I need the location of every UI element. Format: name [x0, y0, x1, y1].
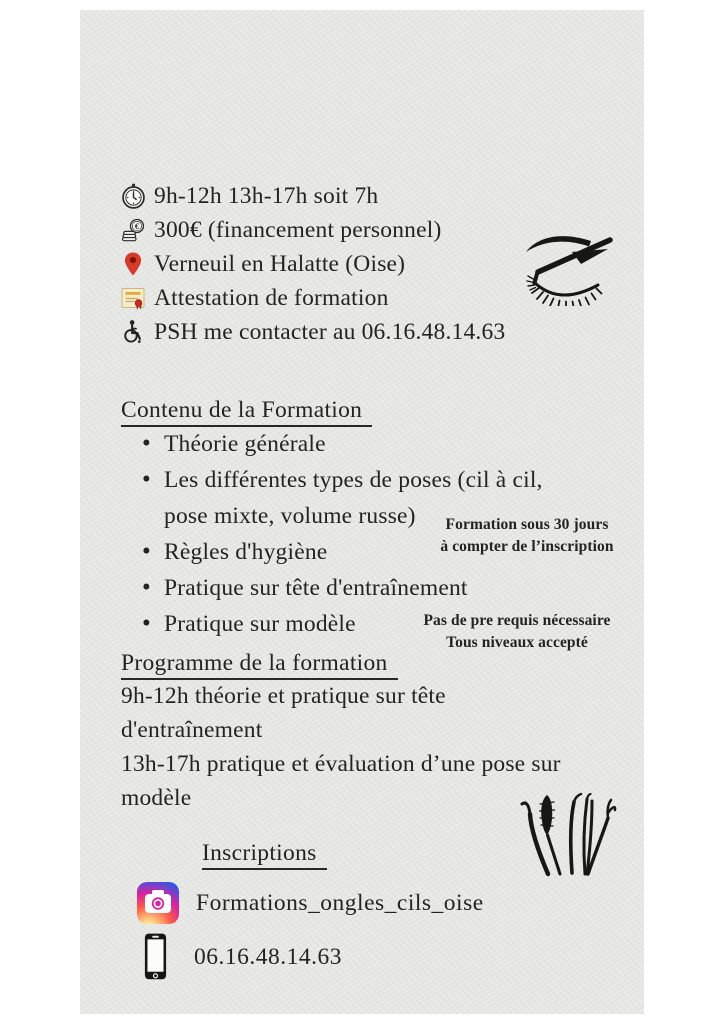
info-row-location — [118, 247, 505, 281]
program-body — [121, 679, 583, 815]
info-row-psh — [118, 315, 505, 349]
eye-lash-tweezers-illustration — [517, 230, 617, 306]
schedule-text: 9h-12h 13h-17h soit 7h — [154, 182, 379, 209]
price-text: 300€ (financement personnel) — [154, 216, 442, 243]
instagram-handle: Formations_ongles_cils_oise — [196, 889, 484, 916]
note-prerequisites — [416, 610, 618, 654]
note-delay-line1: Formation sous 30 jours — [445, 516, 609, 533]
bullet-item: • Les différentes types de poses (cil à cil, pose mixte, volume russe) — [142, 462, 574, 534]
instagram-icon — [137, 882, 179, 924]
bullet-item: • Règles d'hygiène — [142, 534, 574, 570]
note-delay — [434, 514, 620, 558]
phone-icon — [141, 930, 170, 984]
info-row-schedule — [118, 179, 505, 213]
instagram-row — [137, 882, 484, 924]
program-line-afternoon: 13h-17h pratique et évaluation d’une pose sur modèle — [121, 751, 561, 811]
note-prereq-line2: Tous niveaux accepté — [446, 634, 588, 651]
phone-number: 06.16.48.14.63 — [194, 943, 342, 970]
svg-text:€: € — [134, 220, 139, 231]
lash-tools-illustration — [520, 792, 618, 880]
program-line-morning: 9h-12h théorie et pratique sur tête d'entraînement — [121, 683, 446, 743]
certificate-text: Attestation de formation — [154, 284, 389, 311]
location-pin-icon — [118, 251, 148, 277]
coins-icon — [118, 217, 148, 244]
note-prereq-line1: Pas de pre requis nécessaire — [423, 612, 611, 629]
clock-icon — [118, 183, 148, 210]
bullet-item: • Pratique sur modèle — [142, 606, 574, 642]
info-row-price — [118, 213, 505, 247]
location-text: Verneuil en Halatte (Oise) — [154, 250, 406, 277]
program-section-heading: Programme de la formation — [121, 650, 398, 677]
psh-text: PSH me contacter au 06.16.48.14.63 — [154, 318, 506, 345]
certificate-icon — [118, 284, 148, 312]
note-delay-line2: à compter de l’inscription — [440, 538, 614, 555]
content-section-heading: Contenu de la Formation — [121, 397, 372, 424]
inscriptions-heading: Inscriptions — [202, 840, 327, 867]
bullet-item: • Pratique sur tête d'entraînement — [142, 570, 574, 606]
wheelchair-icon — [118, 319, 148, 346]
phone-row — [141, 930, 342, 984]
bullet-item: • Théorie générale — [142, 426, 574, 462]
info-row-certificate — [118, 281, 505, 315]
info-block — [118, 179, 505, 349]
